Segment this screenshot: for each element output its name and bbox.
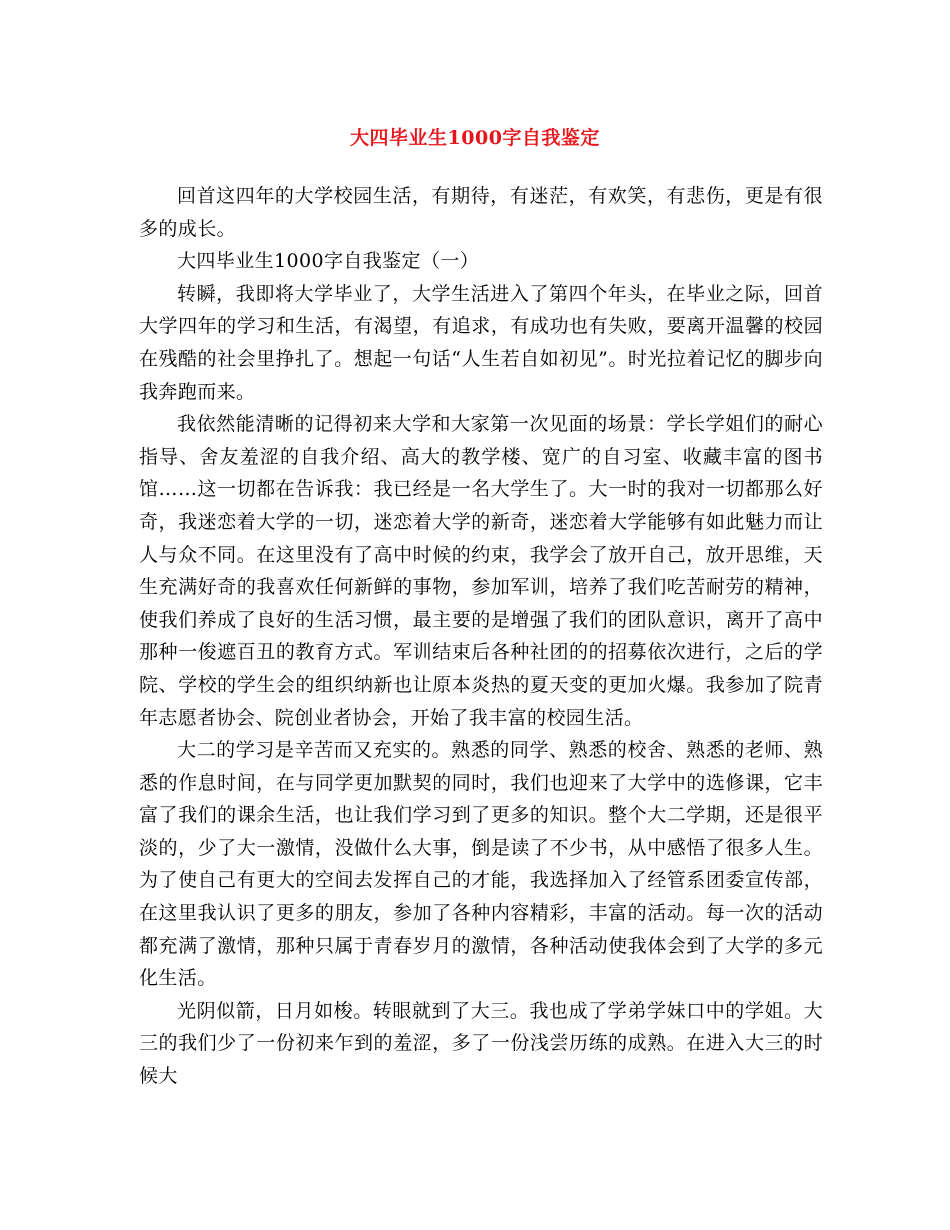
paragraph-sophomore-year: 大二的学习是辛苦而又充实的。熟悉的同学、熟悉的校舍、熟悉的老师、熟悉的作息时间，在与同学更加默契的同时，我们也迎来了大学中的选修课，它丰富了我们的课余生活，也让我们学习到了更多的知识。整个大二学期，还是很平淡的，少了大一激情，没做什么大事，倒是读了不少书，从中感悟了很多人生。为了使自己有更大的空间去发挥自己的才能，我选择加入了经管系团委宣传部，在这里我认识了更多的朋友，参加了各种内容精彩，丰富的活动。每一次的活动都充满了激情，那种只属于青春岁月的激情，各种活动使我体会到了大学的多元化生活。	[139, 739, 823, 990]
paragraph-intro: 回首这四年的大学校园生活，有期待，有迷茫，有欢笑，有悲伤，更是有很多的成长。	[139, 185, 823, 240]
paragraph-freshman-year: 我依然能清晰的记得初来大学和大家第一次见面的场景：学长学姐们的耐心指导、舍友羞涩的自我介绍、高大的教学楼、宽广的自习室、收藏丰富的图书馆……这一切都在告诉我：我已经是一名大学生了。大一时的我对一切都那么好奇，我迷恋着大学的一切，迷恋着大学的新奇，迷恋着大学能够有如此魅力而让人与众不同。在这里没有了高中时候的约束，我学会了放开自己，放开思维，天生充满好奇的我喜欢任何新鲜的事物，参加军训，培养了我们吃苦耐劳的精神，使我们养成了良好的生活习惯，最主要的是增强了我们的团队意识，离开了高中那种一俊遮百丑的教育方式。军训结束后各种社团的的招募依次进行，之后的学院、学校的学生会的组织纳新也让原本炎热的夏天变的更加火爆。我参加了院青年志愿者协会、院创业者协会，开始了我丰富的校园生活。	[139, 413, 823, 729]
paragraph-section-heading: 大四毕业生1000字自我鉴定（一）	[177, 250, 480, 273]
document-body	[139, 180, 823, 1093]
paragraph-graduation: 转瞬，我即将大学毕业了，大学生活进入了第四个年头，在毕业之际，回首大学四年的学习和生活，有渴望，有追求，有成功也有失败，要离开温馨的校园在残酷的社会里挣扎了。想起一句话“人生若自如初见”。时光拉着记忆的脚步向我奔跑而来。	[139, 282, 823, 403]
document-title: 大四毕业生1000字自我鉴定	[350, 127, 600, 149]
paragraph-junior-year: 光阴似箭，日月如梭。转眼就到了大三。我也成了学弟学妹口中的学姐。大三的我们少了一份初来乍到的羞涩，多了一份浅尝历练的成熟。在进入大三的时候大	[139, 999, 823, 1088]
